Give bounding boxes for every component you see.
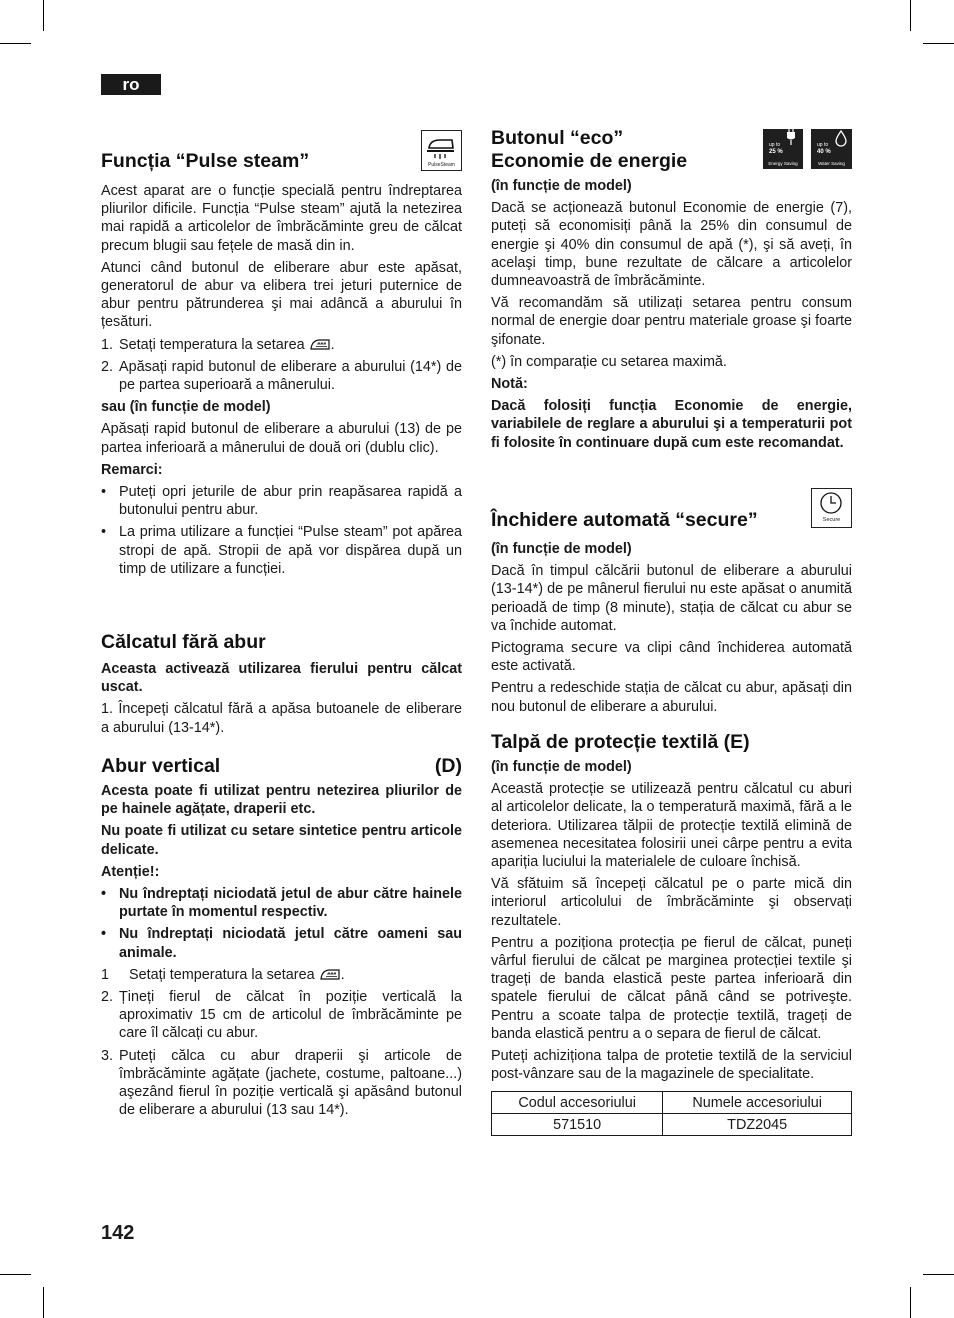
language-tab: ro bbox=[101, 74, 161, 95]
secure-icon-label: Secure bbox=[822, 517, 841, 523]
dry-ironing-step-1: 1. Începeți călcatul fără a apăsa butoanele de eliberare a aburului (13-14*). bbox=[101, 701, 462, 736]
pulse-steam-step-2: 2. Apăsați rapid butonul de eliberare a aburului (14*) de pe partea superioară a mânerului. bbox=[101, 358, 462, 394]
vertical-steam-section bbox=[101, 755, 462, 1123]
eco-paragraph-2: Vă recomandăm să utilizați setarea pentru consum normal de energie doar pentru materiale groase şi foarte şifonate. bbox=[491, 295, 852, 348]
crop-mark bbox=[0, 1274, 31, 1275]
secure-paragraph-2: Pictograma secure va clipi când închiderea automată este activată. bbox=[491, 640, 853, 675]
iron-temperature-icon bbox=[309, 336, 331, 352]
crop-mark bbox=[43, 0, 44, 31]
eco-note-heading: Notă: bbox=[491, 376, 528, 393]
secure-pictogram-word: secure bbox=[571, 640, 618, 657]
crop-mark bbox=[43, 1287, 44, 1318]
eco-section bbox=[491, 127, 852, 456]
textile-paragraph-2: Vă sfătuim să începeți călcatul pe o parte mică din interiorul articolului de îmbrăcăminte şi observați rezultatele. bbox=[491, 876, 852, 929]
table-header-code: Codul accesoriului bbox=[492, 1092, 663, 1114]
textile-paragraph-4: Puteți achiziționa talpa de protetie textilă de la serviciul post-vânzare sau de la magazinele de specialitate. bbox=[491, 1048, 852, 1083]
secure-paragraph-3: Pentru a redeschide stația de călcat cu abur, apăsați din nou butonul de eliberare a aburului. bbox=[491, 680, 852, 715]
pulse-steam-or-model: sau (în funcție de model) bbox=[101, 399, 271, 416]
pulse-steam-body bbox=[101, 182, 462, 582]
textile-model-note: (în funcție de model) bbox=[491, 759, 632, 775]
pulse-steam-paragraph-1: Acest aparat are o funcție specială pentru îndreptarea pliurilor dificile. Funcția “Pulse steam” ajută la netezirea mai rapidă a articolelor de îmbrăcăminte greu de călcat precum blugii sau fețele de masă din in. bbox=[101, 183, 462, 254]
crop-mark bbox=[923, 43, 954, 44]
vertical-steam-step-3: 3. Puteți călca cu abur draperii şi articole de îmbrăcăminte agățate (jachete, costume, paltoane...) aşezând fierul în poziție verticală şi apăsând butonul de eliberare a aburului (13 sau 14*). bbox=[101, 1047, 462, 1119]
secure-section bbox=[491, 509, 852, 720]
pulse-steam-remark-2: • La prima utilizare a funcției “Pulse steam” pot apărea stropi de apă. Stropii de apă vor dispărea după un timp de utilizare a funcției. bbox=[101, 524, 462, 577]
table-header-name: Numele accesoriului bbox=[663, 1092, 852, 1114]
dry-ironing-title: Călcatul fără abur bbox=[101, 631, 266, 653]
pulse-steam-icon-label: PulseSteam bbox=[428, 162, 455, 168]
pulse-steam-icon bbox=[421, 130, 462, 171]
energy-saving-icon: up to 25 % Energy Saving bbox=[763, 129, 803, 169]
crop-mark bbox=[910, 0, 911, 31]
table-header-row bbox=[492, 1092, 852, 1114]
crop-mark bbox=[923, 1274, 954, 1275]
eco-footnote: (*) în comparație cu setarea maximă. bbox=[491, 353, 727, 370]
pulse-steam-step-1: 1. Setați temperatura la setarea . bbox=[101, 336, 335, 353]
pulse-steam-title: Funcția “Pulse steam” bbox=[101, 150, 310, 172]
textile-protector-title: Talpă de protecție textilă (E) bbox=[491, 731, 750, 753]
textile-paragraph-1: Această protecție se utilizează pentru călcatul cu aburi al articolelor delicate, la o temperatură maximă, fără a le deteriora. Utilizarea tălpii de protecție textilă elimină de asemenea necesitatea folosirii unei cârpe pentru a evita apariția luciului la materialele de culoare închisă. bbox=[491, 781, 852, 871]
dry-ironing-intro: Aceasta activează utilizarea fierului pentru călcat uscat. bbox=[101, 661, 462, 696]
vertical-steam-attention: Atenție!: bbox=[101, 863, 160, 880]
accessory-table bbox=[491, 1091, 852, 1136]
secure-title: Închidere automată “secure” bbox=[491, 509, 758, 531]
accessory-name: TDZ2045 bbox=[663, 1114, 852, 1136]
vertical-steam-title: Abur vertical (D) bbox=[101, 755, 462, 777]
vertical-steam-usage: Acesta poate fi utilizat pentru netezirea pliurilor de pe hainele agățate, draperii etc. bbox=[101, 783, 462, 818]
vertical-steam-figure-tag: (D) bbox=[434, 755, 462, 777]
vertical-steam-warning-2: • Nu îndreptați niciodată jetul către oameni sau animale. bbox=[101, 926, 462, 961]
pulse-steam-remark-1: • Puteți opri jeturile de abur prin reapăsarea rapidă a butonului pentru abur. bbox=[101, 484, 462, 519]
table-row bbox=[492, 1114, 852, 1136]
pulse-steam-section bbox=[101, 150, 462, 173]
eco-note-text: Dacă folosiți funcția Economie de energie, variabilele de reglare a aburului şi a temperaturii pot fi folosite în continuare după cum este recomandat. bbox=[491, 398, 852, 451]
textile-paragraph-3: Pentru a poziționa protecția pe fierul de călcat, puneți vârful fierului de călcat pe marginea protecției textile şi trageți de banda elastică peste partea inferioară din spatele fierului de călcat până când se potriveşte. Pentru a scoate talpa de protecție textilă, trageți de banda elastică pentru a o separa de fierul de călcat. bbox=[491, 934, 852, 1042]
eco-paragraph-1: Dacă se acționează butonul Economie de energie (7), puteți să economisiți până la 25% din consumul de energie şi 40% din consumul de apă (*), şi să aveți, în acelaşi timp, bune rezultate de călcare a articolelor dumneavoastră de îmbrăcăminte. bbox=[491, 200, 852, 290]
vertical-steam-warning-1: • Nu îndreptați niciodată jetul de abur către hainele purtate în momentul respectiv. bbox=[101, 886, 462, 921]
dry-ironing-section bbox=[101, 631, 462, 741]
vertical-steam-step-2: 2. Țineți fierul de călcat în poziție verticală la aproximativ 15 cm de articolul de îmbrăcăminte pe care îl călcați cu abur. bbox=[101, 989, 462, 1042]
eco-model-note: (în funcție de model) bbox=[491, 178, 632, 194]
secure-clock-icon bbox=[811, 488, 852, 528]
pulse-steam-paragraph-3: Apăsați rapid butonul de eliberare a aburului (13) de pe partea inferioară a mânerului de două ori (dublu clic). bbox=[101, 421, 462, 456]
secure-model-note: (în funcție de model) bbox=[491, 541, 632, 557]
pulse-steam-remarks-heading: Remarci: bbox=[101, 461, 163, 478]
eco-title: Butonul “eco” Economie de energie bbox=[491, 127, 688, 172]
pulse-steam-paragraph-2: Atunci când butonul de eliberare abur este apăsat, generatorul de abur va elibera trei jeturi puternice de abur pentru pătrunderea şi mai adâncă a aburului în țesături. bbox=[101, 259, 462, 331]
iron-temperature-icon bbox=[319, 966, 341, 982]
secure-paragraph-1: Dacă în timpul călcării butonul de eliberare a aburului (13-14*) de pe mânerul fierului nu este apăsat o anumită perioadă de timp (8 minute), stația de călcat cu abur se va închide automat. bbox=[491, 563, 852, 634]
vertical-steam-step-1: 1 Setați temperatura la setarea . bbox=[101, 966, 345, 983]
textile-protector-section bbox=[491, 731, 852, 1136]
page-number: 142 bbox=[101, 1222, 135, 1244]
water-saving-icon: up to 40 % Water Saving bbox=[811, 129, 852, 169]
vertical-steam-restriction: Nu poate fi utilizat cu setare sintetice pentru articole delicate. bbox=[101, 823, 462, 858]
crop-mark bbox=[0, 43, 31, 44]
crop-mark bbox=[910, 1287, 911, 1318]
accessory-code: 571510 bbox=[492, 1114, 663, 1136]
